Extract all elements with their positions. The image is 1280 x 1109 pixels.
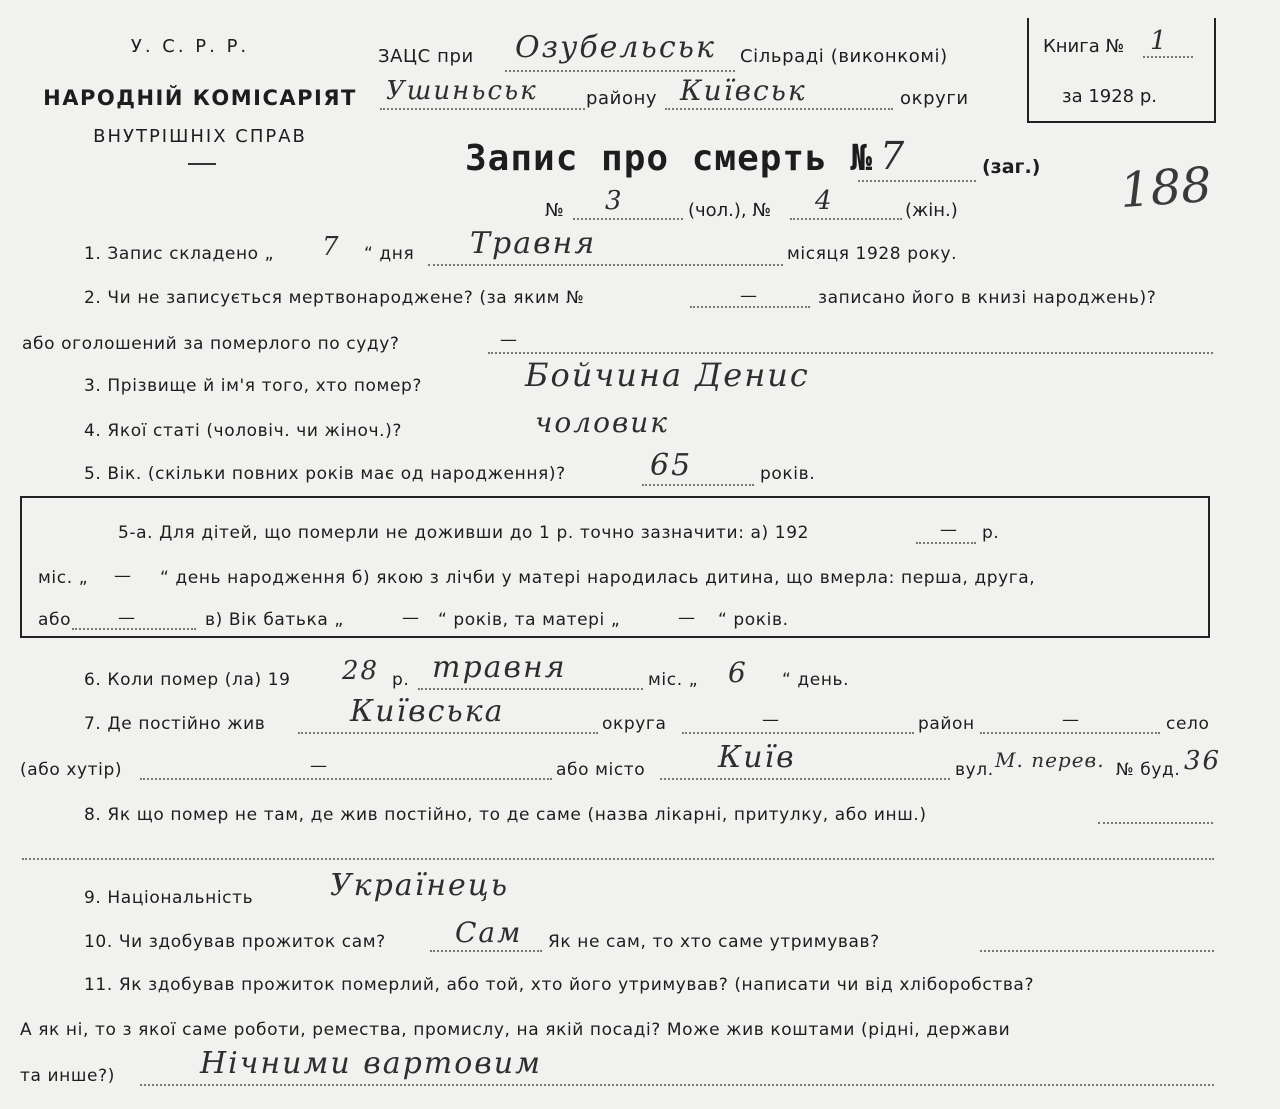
field-5a-year-value: — bbox=[940, 520, 957, 540]
field-4-value: чоловик bbox=[535, 406, 670, 439]
field-5a-year-suffix: р. bbox=[982, 523, 1000, 543]
field-7-okruha: округа bbox=[602, 714, 667, 734]
field-5a-mother-value: — bbox=[678, 608, 695, 628]
village-council-suffix: Сільраді (виконкомі) bbox=[740, 46, 948, 67]
field-1-label: 1. Запис складено „ bbox=[84, 244, 275, 264]
header-divider bbox=[188, 163, 216, 165]
field-8-line-2 bbox=[22, 858, 1214, 860]
female-label: (жін.) bbox=[905, 200, 958, 221]
book-box bbox=[1027, 18, 1216, 123]
field-7-selo-value: — bbox=[1062, 710, 1079, 730]
field-5-label: 5. Вік. (скільки повних років має од народження)? bbox=[84, 464, 566, 484]
field-2-value-2: — bbox=[500, 330, 517, 350]
field-7-khutir-value: — bbox=[310, 756, 327, 776]
field-11-line-3: та инше?) bbox=[20, 1066, 115, 1086]
field-5a-father-value: — bbox=[402, 608, 419, 628]
field-7-raion-line bbox=[682, 732, 914, 734]
male-number: 3 bbox=[605, 186, 624, 216]
male-label: (чол.), № bbox=[688, 200, 772, 221]
field-2-label-2: або оголошений за померлого по суду? bbox=[22, 334, 400, 354]
field-10-suffix: Як не сам, то хто саме утримував? bbox=[548, 932, 880, 952]
field-11-line bbox=[140, 1084, 1214, 1086]
field-11-line-2: А як ні, то з якої саме роботи, ремества, промислу, на якій посаді? Може жив коштами (рідні, держави bbox=[20, 1020, 1011, 1040]
field-7-raion: район bbox=[918, 714, 975, 734]
field-11-value: Нічними вартовим bbox=[200, 1046, 542, 1081]
field-7-street-label: вул. bbox=[955, 760, 994, 780]
field-10-line bbox=[980, 950, 1214, 952]
field-6-month-line bbox=[418, 688, 643, 690]
field-1-day: 7 bbox=[322, 232, 341, 262]
field-5a-month-value: — bbox=[114, 566, 131, 586]
field-5a-line-2-prefix: міс. „ bbox=[38, 568, 89, 588]
field-7-selo-line bbox=[980, 732, 1160, 734]
field-7-house-value: 36 bbox=[1184, 746, 1222, 776]
field-5a-order-line bbox=[72, 628, 196, 630]
field-8-line-1 bbox=[1098, 822, 1213, 824]
commissariat-subheading: ВНУТРІШНІХ СПРАВ bbox=[93, 126, 307, 147]
female-number: 4 bbox=[815, 186, 834, 216]
field-1-mid: “ дня bbox=[364, 244, 415, 264]
record-number: 7 bbox=[880, 134, 907, 178]
record-number-line bbox=[858, 180, 976, 182]
okruha-value: Київськ bbox=[680, 74, 807, 107]
book-number-line bbox=[1143, 56, 1193, 58]
field-10-value-line bbox=[430, 950, 542, 952]
field-1-month-line bbox=[428, 264, 783, 266]
field-5-line bbox=[642, 484, 754, 486]
field-7-house-label: № буд. bbox=[1116, 760, 1181, 780]
book-number: 1 bbox=[1150, 26, 1169, 56]
field-1-month: Травня bbox=[470, 226, 597, 261]
field-5-suffix: років. bbox=[760, 464, 816, 484]
field-3-label: 3. Прізвище й ім'я того, хто помер? bbox=[84, 376, 423, 396]
field-7-okruha-line bbox=[298, 732, 598, 734]
okruha-line bbox=[665, 108, 893, 110]
field-10-label: 10. Чи здобував прожиток сам? bbox=[84, 932, 386, 952]
district-suffix: району bbox=[586, 88, 658, 109]
district-line bbox=[380, 108, 585, 110]
field-7-khutir-line bbox=[140, 778, 552, 780]
field-7-label-2: (або хутір) bbox=[20, 760, 123, 780]
field-6-month: травня bbox=[432, 650, 567, 685]
female-number-line bbox=[790, 218, 902, 220]
archive-number: 188 bbox=[1118, 156, 1214, 220]
field-4-label: 4. Якої статі (чоловіч. чи жіноч.)? bbox=[84, 421, 403, 441]
office-prefix: ЗАЦС при bbox=[378, 46, 474, 67]
field-9-label: 9. Національність bbox=[84, 888, 254, 908]
field-7-selo: село bbox=[1166, 714, 1210, 734]
field-1-suffix: місяця 1928 року. bbox=[787, 244, 958, 264]
village-council-line bbox=[505, 70, 735, 72]
field-2-label: 2. Чи не записується мертвонароджене? (за яким № bbox=[84, 288, 585, 308]
book-year: за 1928 р. bbox=[1062, 86, 1158, 107]
field-5a-line-3-suffix: “ років. bbox=[718, 610, 789, 630]
field-5-value: 65 bbox=[650, 448, 693, 483]
field-3-value: Бойчина Дениc bbox=[525, 356, 810, 394]
field-5a-line-3-mid-2: “ років, та матері „ bbox=[438, 610, 621, 630]
village-council-value: Озубельськ bbox=[515, 30, 716, 65]
field-6-suffix: “ день. bbox=[782, 670, 850, 690]
field-5a-order-value: — bbox=[118, 608, 135, 628]
field-6-day: 6 bbox=[728, 656, 748, 689]
field-6-mis: міс. „ bbox=[648, 670, 699, 690]
field-5a-line-2: “ день народження б) якою з лічби у матері народилась дитина, що вмерла: перша, друга, bbox=[160, 568, 1036, 588]
field-5a-line-3-mid: в) Вік батька „ bbox=[205, 610, 344, 630]
commissariat-heading: НАРОДНІЙ КОМІСАРІЯТ bbox=[43, 86, 357, 110]
field-7-raion-value: — bbox=[762, 710, 779, 730]
record-general-label: (заг.) bbox=[982, 156, 1041, 178]
field-6-r: р. bbox=[392, 670, 410, 690]
field-5a-line-1: 5-а. Для дітей, що померли не доживши до 1 р. точно зазначити: а) 192 bbox=[118, 523, 810, 543]
field-2-value: — bbox=[740, 286, 757, 306]
field-8-label: 8. Як що помер не там, де жив постійно, то де саме (назва лікарні, притулку, або инш.) bbox=[84, 805, 927, 825]
field-7-misto-line bbox=[660, 778, 950, 780]
republic-heading: У. С. Р. Р. bbox=[130, 36, 250, 57]
field-2-suffix: записано його в книзі народжень)? bbox=[818, 288, 1157, 308]
book-label: Книга № bbox=[1043, 36, 1125, 57]
male-no-sign: № bbox=[545, 200, 564, 221]
field-7-street-value: М. перев. bbox=[995, 748, 1105, 772]
field-2-line-2 bbox=[488, 352, 1213, 354]
field-6-label: 6. Коли помер (ла) 19 bbox=[84, 670, 291, 690]
field-7-misto: або місто bbox=[556, 760, 646, 780]
field-5a-line-3-prefix: або bbox=[38, 610, 72, 630]
field-7-misto-value: Київ bbox=[718, 740, 796, 775]
field-6-year: 28 bbox=[342, 656, 380, 686]
record-title: Запис про смерть № bbox=[465, 138, 874, 179]
field-2-line bbox=[690, 306, 810, 308]
field-7-label: 7. Де постійно жив bbox=[84, 714, 266, 734]
field-5a-year-line bbox=[916, 542, 976, 544]
field-9-value: Українець bbox=[330, 868, 510, 903]
okruha-suffix: округи bbox=[900, 88, 969, 109]
field-11-line-1: 11. Як здобував прожиток померлий, або той, хто його утримував? (написати чи від хліборобства? bbox=[84, 975, 1035, 995]
field-7-okruha-value: Київська bbox=[350, 694, 505, 729]
male-number-line bbox=[573, 218, 683, 220]
district-value: Ушиньськ bbox=[386, 76, 538, 106]
field-10-value: Сам bbox=[455, 916, 523, 949]
